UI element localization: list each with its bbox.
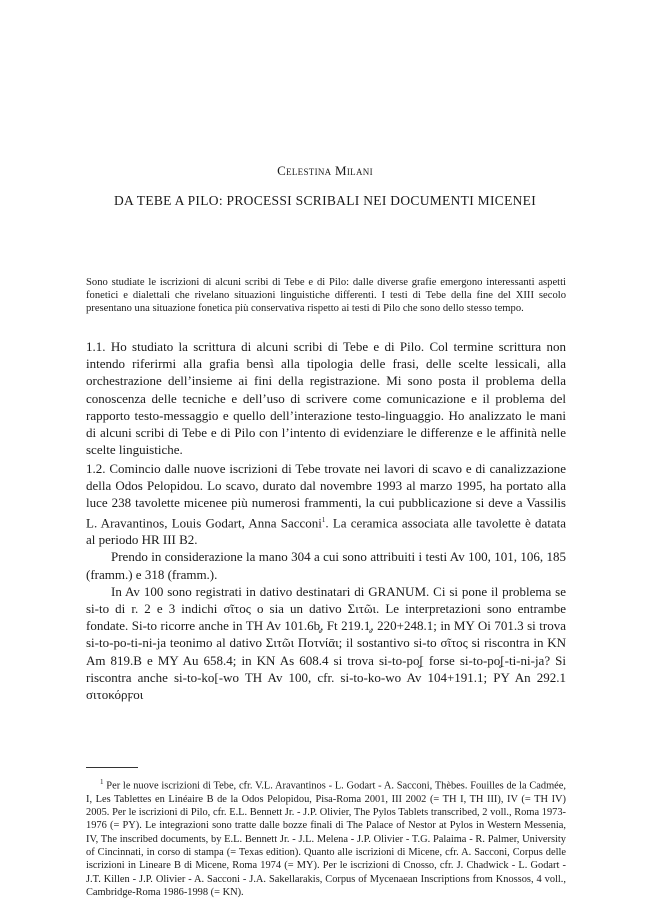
paragraph-1-2-tail: . La ceramica associata alle tavolette è datata al periodo HR III B2. <box>86 514 566 548</box>
footnote-ref[interactable]: 1 <box>321 515 326 524</box>
article-title: DA TEBE A PILO: PROCESSI SCRIBALI NEI DOCUMENTI MICENEI <box>113 193 537 208</box>
footnote-1 <box>86 776 566 899</box>
paragraph-1-1: 1.1. Ho studiato la scrittura di alcuni scribi di Tebe e di Pilo. Col termine scrittura non intendo riferirmi alla grafia bensì alla tipologia delle frasi, delle scelte lessicali, alla orchestrazione dell’insieme ai fini della registrazione. Mi sono posta il problema della conoscenza delle tecniche e dell’uso di scrivere come comunicazione e il problema del rapporto testo-messaggio e quello dell’interazione testo-linguaggio. Ho analizzato le mani di alcuni scribi di Tebe e di Pilo con l’intento di evidenziare le differenze e le affinità nelle scelte linguistiche. <box>86 339 566 458</box>
paragraph-av-100: In Av 100 sono registrati in dativo destinatari di GRANUM. Ci si pone il problema se si-to di r. 2 e 3 indichi σῖτος o sia un dativo Σιτῶι. Le interpretazioni sono entrambe fondate. Si-to ricorre anche in TH Av 101.6b̥, Ft 219.1̥, 220+248.1; in MY Oi 701.3 si trova si-to-po-ti-ni-ja teonimo al dativo Σιτῶι Ποτνίᾱι; il sostantivo si-to σῖτος si riscontra in KN Am 819.B e MY Au 658.4; in KN As 608.4 si trova si-to-po̥[ forse si-to-po̥[-ti-ni-ja? Si riscontra anche si-to-ko[-wo TH Av 100, cfr. si-to-ko-wo Av 104+191.1; PY An 292.1 σιτοκόρϝοι <box>86 583 566 702</box>
paragraph-hand-304: Prendo in considerazione la mano 304 a cui sono attribuiti i testi Av 100, 101, 106, 185 (framm.) e 318 (framm.). <box>86 549 566 582</box>
paragraph-1-2 <box>86 460 566 548</box>
section-1-2 <box>86 460 566 703</box>
abstract: Sono studiate le iscrizioni di alcuni scribi di Tebe e di Pilo: dalle diverse grafie emergono interessanti aspetti fonetici e dialettali che rivelano situazioni linguistiche differenti. I testi di Tebe della fine del XIII secolo presentano una situazione fonetica più conservativa rispetto ai testi di Pilo che sono dello stesso tempo. <box>86 277 566 315</box>
footnote-divider <box>86 767 138 768</box>
paragraph-1-2-text: 1.2. Comincio dalle nuove iscrizioni di Tebe trovate nei lavori di scavo e di canalizzazione della Odos Pelopidou. Lo scavo, durato dal novembre 1993 al marzo 1995, ha portato alla luce 238 tavolette micenee più numerosi frammenti, la cui pubblicazione si deve a Vassilis L. Aravantinos, Louis Godart, Anna Sacconi <box>86 461 566 530</box>
footnote-marker: 1 <box>100 778 104 786</box>
author-name: Celestina Milani <box>277 163 373 178</box>
footnote-text: Per le nuove iscrizioni di Tebe, cfr. V.L. Aravantinos - L. Godart - A. Sacconi, Thèbes. Fouilles de la Cadmée, I, Les Tablettes en Linéaire B de la Odos Pelopidou, Pisa-Roma 2001, III 2002 (= TH I, TH III), IV (= TH IV) 2005. Per le iscrizioni di Pilo, cfr. E.L. Bennett Jr. - J.P. Olivier, The Pylos Tablets transcribed, 2 voll., Roma 1973-1976 (= PY). Le integrazioni sono tratte dalle bozze finali di The Palace of Nestor at Pylos in Western Messenia, IV, The inscribed documents, by E.L. Bennett Jr. - J.L. Melena - J.P. Olivier - T.G. Palaima - R. Palmer, University of Cincinnati, in corso di stampa (= Texas edition). Quanto alle iscrizioni di Micene, cfr. A. Sacconi, Corpus delle iscrizioni in Lineare B di Micene, Roma 1974 (= MY). Per le iscrizioni di Cnosso, cfr. J. Chadwick - L. Godart - J.T. Killen - J.P. Olivier - A. Sacconi - J.A. Sakellarakis, Corpus of Mycenaean Inscriptions from Knossos, 4 voll., Cambridge-Roma 1986-1998 (= KN). <box>86 780 566 898</box>
